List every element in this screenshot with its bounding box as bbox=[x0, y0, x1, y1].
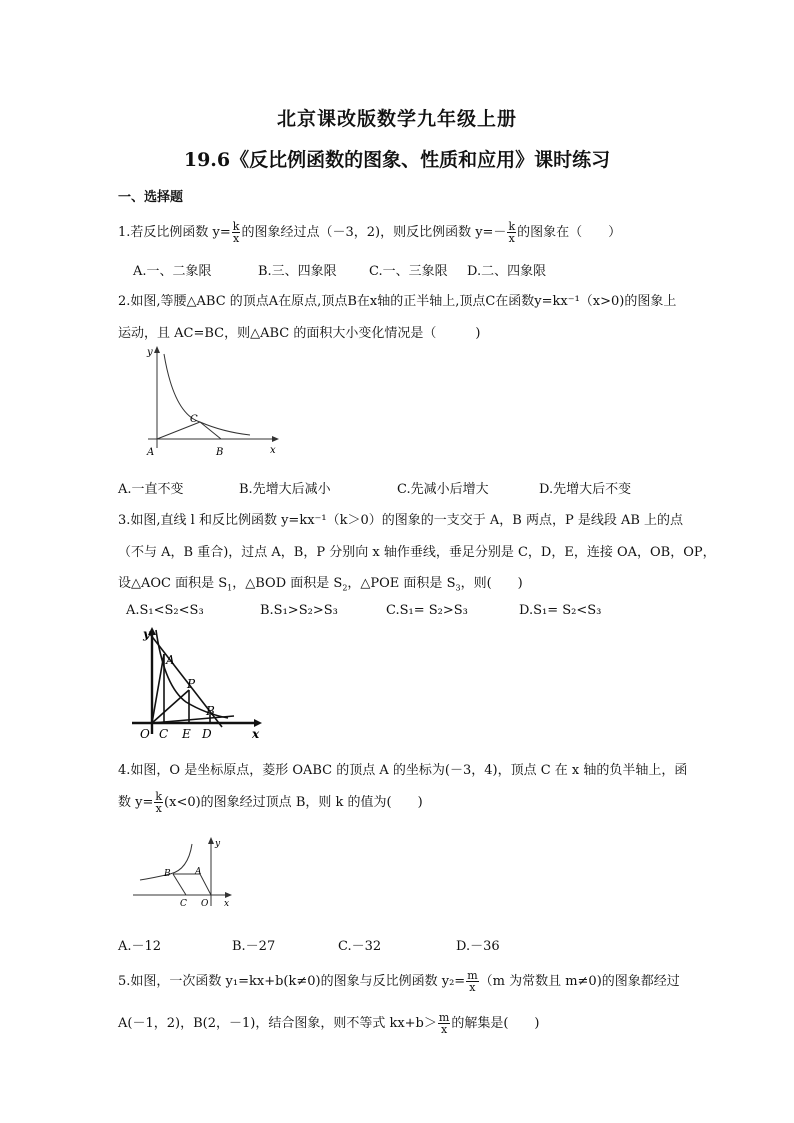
question-3-option-d: D.S₁= S₂<S₃ bbox=[519, 603, 602, 618]
figure-label-b: B bbox=[216, 447, 224, 458]
figure-label-a: A bbox=[166, 653, 175, 667]
question-3-option-b: B.S₁>S₂>S₃ bbox=[260, 603, 338, 618]
question-2-option-c: C.先减小后增大 bbox=[397, 482, 489, 497]
section-label: 一、选择题 bbox=[118, 190, 184, 205]
figure-label-c: C bbox=[180, 899, 187, 909]
question-2-line-2: 运动，且 AC=BC，则△ABC 的面积大小变化情况是（ ) bbox=[118, 326, 481, 341]
question-1-option-b: B.三、四象限 bbox=[258, 264, 337, 279]
fraction-m-over-x: $\frac{m}{x}$ bbox=[438, 1011, 450, 1036]
document-subtitle: 19.6《反比例函数的图象、性质和应用》课时练习 bbox=[183, 149, 611, 171]
question-4-option-c: C.－32 bbox=[338, 939, 382, 954]
fraction-m-over-x: $\frac{m}{x}$ bbox=[467, 969, 478, 994]
figure-label-d: D bbox=[202, 727, 212, 741]
figure-label-x: x bbox=[252, 727, 260, 741]
question-5-line-2: A(－1，2)，B(2，－1)，结合图象，则不等式 kx+b＞ $\frac{m}{x}$ 的解集是( ) bbox=[118, 1011, 540, 1036]
question-4-line-1: 4.如图，O 是坐标原点，菱形 OABC 的顶点 A 的坐标为(－3，4)，顶点 C 在 x 轴的负半轴上，函 bbox=[118, 763, 688, 778]
question-4-option-b: B.－27 bbox=[232, 939, 276, 954]
question-4-figure bbox=[128, 834, 238, 912]
figure-label-x: x bbox=[270, 445, 276, 456]
question-3-option-a: A.S₁<S₂<S₃ bbox=[126, 603, 204, 618]
figure-label-b: B bbox=[206, 704, 215, 718]
question-1-option-c: C.一、三象限 bbox=[369, 264, 448, 279]
question-4-line-2: 数 y= $\frac{k}{x}$ (x<0)的图象经过顶点 B，则 k 的值为( ) bbox=[118, 790, 423, 815]
figure-label-b: B bbox=[164, 869, 171, 879]
question-1-stem: 1.若反比例函数 y= $\frac{k}{x}$ 的图象经过点（－3，2)，则反比例函数 y=－ $\frac{k}{x}$ 的图象在（ ） bbox=[118, 220, 622, 245]
question-3-line-3: 设△AOC 面积是 $S_1$，△BOD 面积是 $S_2$，△POE 面积是 $S_3$，则( ) bbox=[118, 576, 523, 593]
question-4-option-d: D.－36 bbox=[456, 939, 500, 954]
question-4-option-a: A.－12 bbox=[118, 939, 162, 954]
fraction-k-over-x: $\frac{k}{x}$ bbox=[508, 220, 516, 245]
figure-label-a: A bbox=[147, 447, 155, 458]
question-3-figure bbox=[130, 624, 265, 742]
question-3-line-1: 3.如图,直线 l 和反比例函数 y=kx⁻¹（k＞0）的图象的一支交于 A，B 两点，P 是线段 AB 上的点 bbox=[118, 513, 684, 528]
figure-label-x: x bbox=[224, 899, 230, 909]
fraction-k-over-x: $\frac{k}{x}$ bbox=[155, 790, 163, 815]
question-5-line-1: 5.如图，一次函数 y₁=kx+b(k≠0)的图象与反比例函数 y₂= $\frac{m}{x}$ （m 为常数且 m≠0)的图象都经过 bbox=[118, 969, 680, 994]
figure-label-p: P bbox=[187, 677, 196, 691]
figure-label-c: C bbox=[159, 727, 169, 741]
question-2-figure bbox=[138, 342, 283, 462]
figure-label-e: E bbox=[182, 727, 191, 741]
question-2-line-1: 2.如图,等腰△ABC 的顶点A在原点,顶点B在x轴的正半轴上,顶点C在函数y=kx⁻¹（x>0)的图象上 bbox=[118, 294, 677, 309]
figure-label-y: y bbox=[143, 627, 150, 641]
question-2-option-a: A.一直不变 bbox=[118, 482, 184, 497]
figure-label-y: y bbox=[147, 347, 153, 358]
figure-label-o: O bbox=[201, 899, 209, 909]
question-3-line-2: （不与 A，B 重合)，过点 A，B，P 分别向 x 轴作垂线，垂足分别是 C，D，E，连接 OA，OB，OP， bbox=[118, 545, 716, 560]
question-2-option-b: B.先增大后减小 bbox=[239, 482, 331, 497]
figure-label-y: y bbox=[215, 839, 221, 849]
figure-label-o: O bbox=[140, 727, 150, 741]
question-2-option-d: D.先增大后不变 bbox=[539, 482, 632, 497]
question-1-option-d: D.二、四象限 bbox=[467, 264, 547, 279]
fraction-k-over-x: $\frac{k}{x}$ bbox=[232, 220, 240, 245]
document-title: 北京课改版数学九年级上册 bbox=[276, 108, 517, 130]
figure-label-a: A bbox=[195, 867, 202, 877]
question-3-option-c: C.S₁= S₂>S₃ bbox=[386, 603, 468, 618]
question-1-option-a: A.一、二象限 bbox=[133, 264, 212, 279]
figure-label-c: C bbox=[190, 414, 198, 425]
